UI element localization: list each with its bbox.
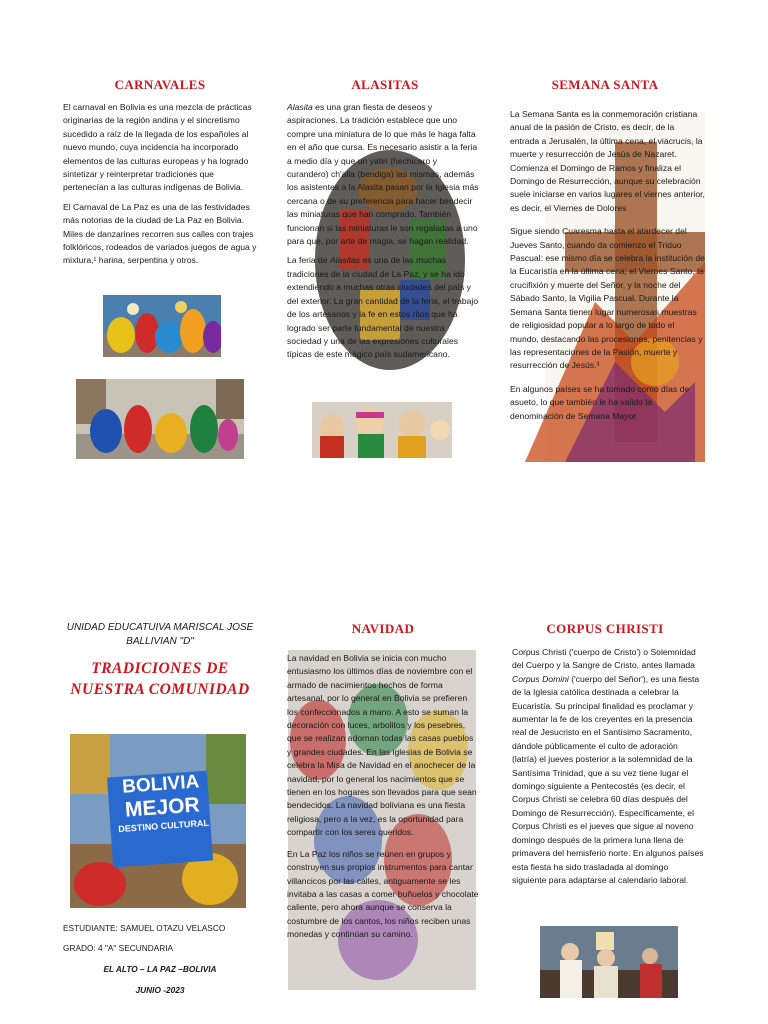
navidad-title: NAVIDAD [351,621,415,636]
carnavales-title: CARNAVALES [114,77,206,92]
semana-santa-paragraph-1: La Semana Santa es la conmemoración cristiana anual de la pasión de Cristo, es decir, de la entrada a Jerusalén, la última cena, el viacrucis, la muerte y resurrección de Jesús de Nazaret. Comienza el Domingo de Ramos y finaliza el Domingo de Resurrección, aunque su celebración suele iniciarse en varios lugares el viernes anterior, es decir, el Viernes de Dolores [510,109,705,213]
semana-santa-paragraph-3: En algunos países se ha tomado como días de asueto, lo que también le ha valido la denominación de Semana Mayor [510,383,690,421]
carnavales-paragraph-1: El carnaval en Bolivia es una mezcla de prácticas originarias de la región andina y el sincretismo sucedido a raíz de la llegada de los españoles al nuevo mundo, cuya incidencia ha incorporado elementos de las culturas europeas y ha logrado sintetizar y reinterpretar tradiciones que pertenecían a las culturas indígenas de Bolivia. [63,102,252,193]
alasitas-paragraph-1: Alasita es una gran fiesta de deseos y aspiraciones. La tradición establece que uno compre una miniatura de lo que más le haga falta en el año que cursa. Es necesario asistir a la feria a medio día y que un yatiri (hechicero y curandero) ch'alla (bendiga) las mismas, además los asistentes a la Alasita pasan por la Iglesia más cercana o de su preferencia para hacer bendecir las miniaturas que han comprado. También funcionan si las miniaturas le son regaladas a uno para que, por arte de magia, se hagan realidad. [287,102,479,247]
alasitas-paragraph-2: La feria de Alasitas es una de las muchas tradiciones de la ciudad de La Paz, y se ha ido extendiendo a muchas otras ciudades del país y del exterior. La gran cantidad de la feria, el trabajo de los artesanos y la fe en estos ritos que ha logrado ser parte fundamental de nuestra sociedad y una de las expresiones culturales típicas de este mágico país sudamericano. [287,255,479,360]
carnavales-text [63,101,258,274]
semana-santa-text [510,108,705,429]
cover-title: TRADICIONES DE NUESTRA COMUNIDAD [70,660,250,698]
bolivia-cultural-photo [70,734,246,908]
alasitas-title: ALASITAS [351,77,419,92]
carnaval-street-photo [76,379,244,459]
navidad-paragraph-2: En La Paz los niños se reúnen en grupos y construyen sus propios instrumentos para cantar villancicos por las calles, antiguamente se les invitaba a las casas a comer buñuelos y chocolate caliente, pero ahora aunque se conserva la costumbre de los cantos, los niños reciben unas monedas y continúan su camino. [287,848,479,940]
corpus-christi-title: CORPUS CHRISTI [546,621,664,636]
navidad-text [287,652,479,948]
semana-santa-paragraph-2: Sigue siendo Cuaresma hasta el atardecer del Jueves Santo, cuando da comienzo el Triduo Pascual: ese mismo día se celebra la institución de la Eucaristía en la última cena; el Viernes Santo, la crucifixión y muerte del Señor, y la noche del Sábado Santo, la Vigilia Pascual. Durante la Semana Santa tienen lugar numerosas muestras de religiosidad popular a lo largo de todo el mundo, destacando las procesiones, penitencias y las representaciones de la Pasión, muerte y resurrección de Jesús.³ [510,226,705,371]
sign-line-3: DESTINO CULTURAL [117,817,210,835]
carnaval-dancers-photo [103,295,221,357]
alasitas-text [287,101,479,368]
student-name: ESTUDIANTE: SAMUEL OTAZU VELASCO [63,923,226,933]
semana-santa-title: SEMANA SANTA [551,77,659,92]
carnavales-paragraph-2: El Carnaval de La Paz es una de las festividades más notorias de la ciudad de La Paz en Bolivia. Miles de danzarines recorren sus calles con trajes folklóricos, rodeados de variados juegos de agua y mixtura,¹ harina, serpentina y otros. [63,201,257,266]
sign-line-1: BOLIVIA [121,771,200,798]
corpus-christi-text [512,646,704,893]
cover-place: EL ALTO – LA PAZ –BOLIVIA [103,964,217,974]
alasitas-figurines-photo [312,402,452,458]
corpus-christi-mass-photo [540,926,678,998]
sign-line-2: MEJOR [124,793,201,822]
navidad-paragraph-1: La navidad en Bolivia se inicia con mucho entusiasmo los últimos días de noviembre con el armado de nacimientos hechos de forma artesanal, por lo general en Bolivia se prefieren los confeccionados a mano. A esto se suman la decoración con luces, arbolitos y los pesebres, que se realizan adornan todas las casas pueblos y grandes ciudades. En las iglesias de Bolivia se celebra la Misa de Navidad en el anochecer de la navidad, por lo general los nacimientos que se tienen en los hogares son llevados para que sean bendecidos. La navidad boliviana es una fiesta religiosa, pero a la vez, es la oportunidad para compartir con los seres queridos. [287,653,477,838]
school-name: UNIDAD EDUCATUIVA MARISCAL JOSE BALLIVIAN "D" [66,622,254,647]
cover-date: JUNIO -2023 [135,985,185,995]
student-grade: GRADO: 4 "A" SECUNDARIA [63,943,174,953]
corpus-christi-paragraph-1: Corpus Christi ('cuerpo de Cristo') o Solemnidad del Cuerpo y la Sangre de Cristo, antes llamada Corpus Domini ('cuerpo del Señor'), es una fiesta de la Iglesia católica destinada a celebrar la Eucaristía. Su principal finalidad es proclamar y aumentar la fe de los creyentes en la presencia real de Jesucristo en el Santísimo Sacramento, dándole públicamente el culto de adoración (latría) el jueves posterior a la solemnidad de la Santísima Trinidad, que a su vez tiene lugar el domingo siguiente a Pentecostés (es decir, el Corpus Christi se celebra 60 días después del Domingo de Resurrección). Específicamente, el Corpus Christi es el jueves que sigue al noveno domingo después de la primera luna llena de primavera del hemisferio norte. En algunos países esta fiesta ha sido trasladada al domingo siguiente para adaptarse al calendario laboral. [512,647,704,885]
